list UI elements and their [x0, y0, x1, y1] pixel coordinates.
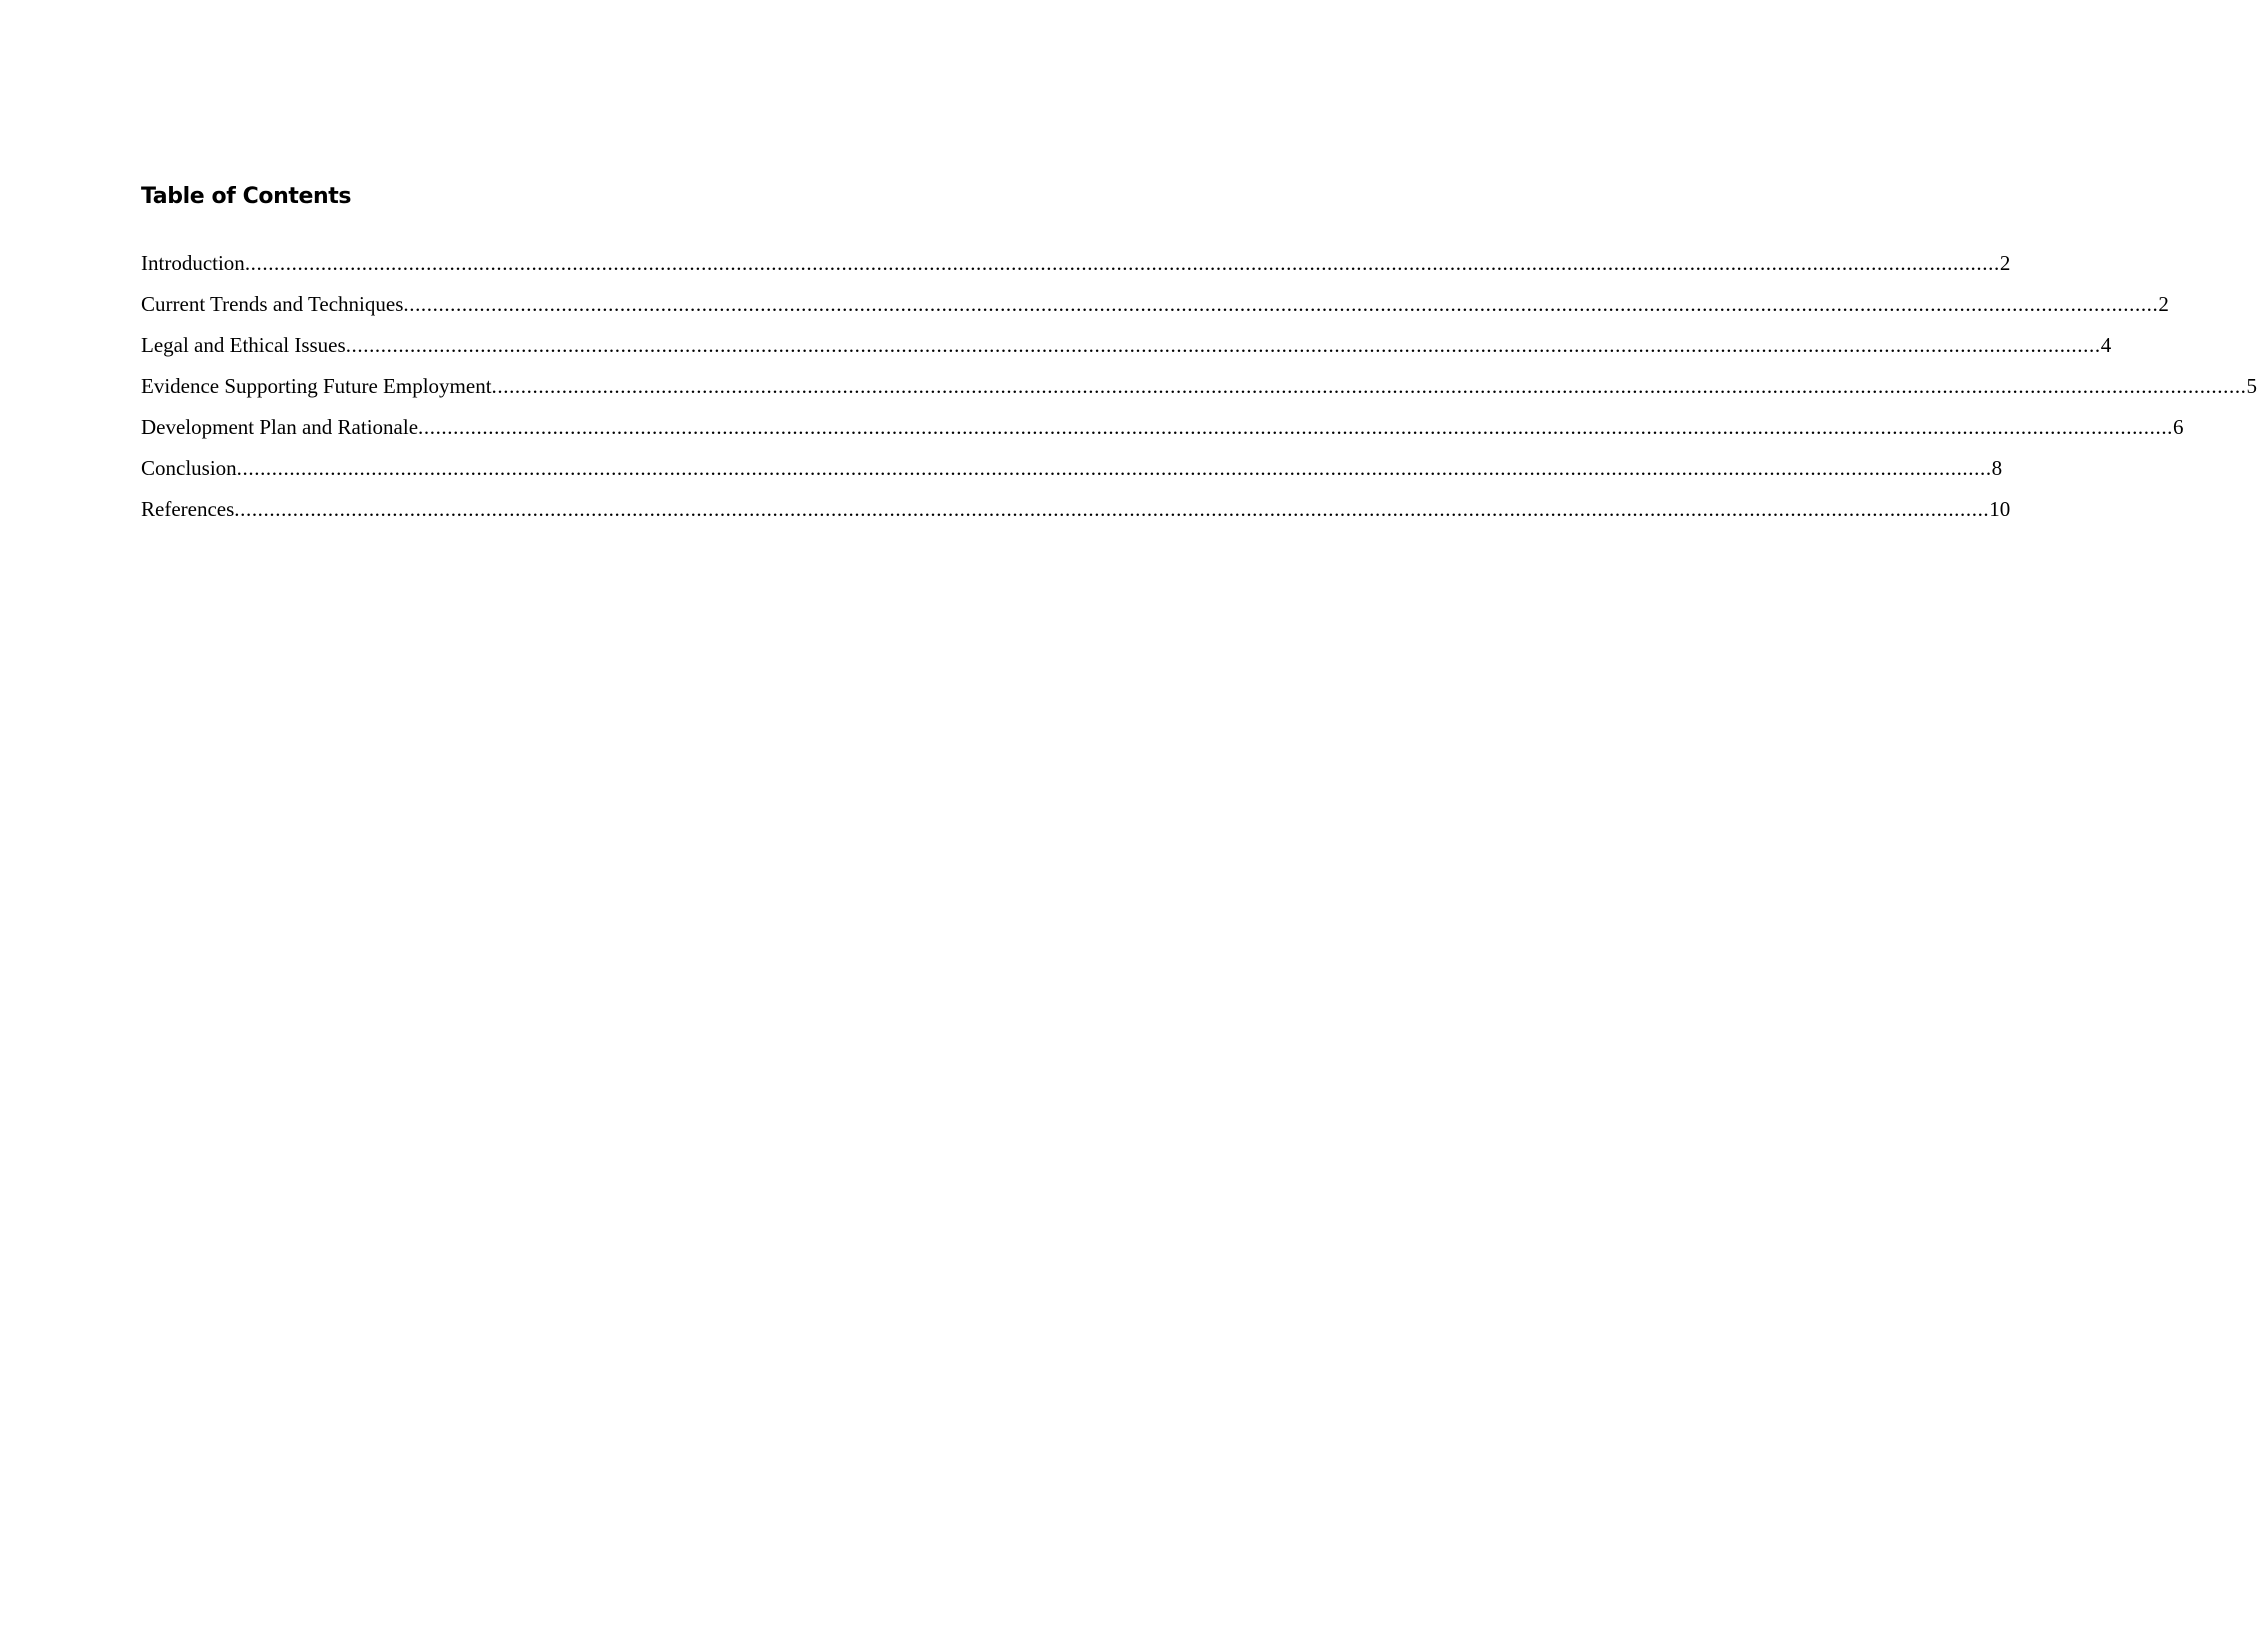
- toc-dot-leader: ............................................................................................................................................................................................................................................................................................................: [244, 251, 2000, 275]
- toc-entry-page: 2: [2158, 292, 2169, 316]
- toc-entry-page: 10: [1989, 497, 2011, 521]
- toc-entry-references[interactable]: [141, 497, 2011, 538]
- toc-entry-label: References: [141, 497, 235, 521]
- toc-entry-page: 2: [1999, 251, 2011, 275]
- toc-entry-label: Introduction: [141, 251, 245, 275]
- toc-list: [141, 251, 2257, 538]
- toc-dot-leader: ............................................................................................................................................................................................................................................................................................................: [234, 497, 1990, 521]
- toc-entry-development-plan[interactable]: [141, 415, 2184, 456]
- toc-entry-page: 4: [2100, 333, 2112, 357]
- toc-dot-leader: ............................................................................................................................................................................................................................................................................................................: [236, 456, 1992, 480]
- toc-entry-label: Current Trends and Techniques: [141, 292, 404, 316]
- toc-entry-label: Conclusion: [141, 456, 237, 480]
- toc-title: Table of Contents: [141, 184, 352, 209]
- toc-entry-label: Legal and Ethical Issues: [141, 333, 346, 357]
- toc-entry-page: 6: [2173, 415, 2184, 439]
- toc-dot-leader: ............................................................................................................................................................................................................................................................................................................: [491, 374, 2247, 398]
- toc-entry-page: 8: [1991, 456, 2003, 480]
- toc-dot-leader: ............................................................................................................................................................................................................................................................................................................: [403, 292, 2159, 316]
- toc-dot-leader: ............................................................................................................................................................................................................................................................................................................: [345, 333, 2101, 357]
- toc-entry-introduction[interactable]: [141, 251, 2011, 292]
- toc-entry-conclusion[interactable]: [141, 456, 2003, 497]
- toc-entry-current-trends[interactable]: [141, 292, 2169, 333]
- toc-entry-page: 5: [2246, 374, 2257, 398]
- toc-entry-label: Evidence Supporting Future Employment: [141, 374, 492, 398]
- toc-dot-leader: ............................................................................................................................................................................................................................................................................................................: [418, 415, 2174, 439]
- toc-entry-legal-ethical[interactable]: [141, 333, 2112, 374]
- toc-entry-label: Development Plan and Rationale: [141, 415, 419, 439]
- toc-entry-evidence-employment[interactable]: [141, 374, 2257, 415]
